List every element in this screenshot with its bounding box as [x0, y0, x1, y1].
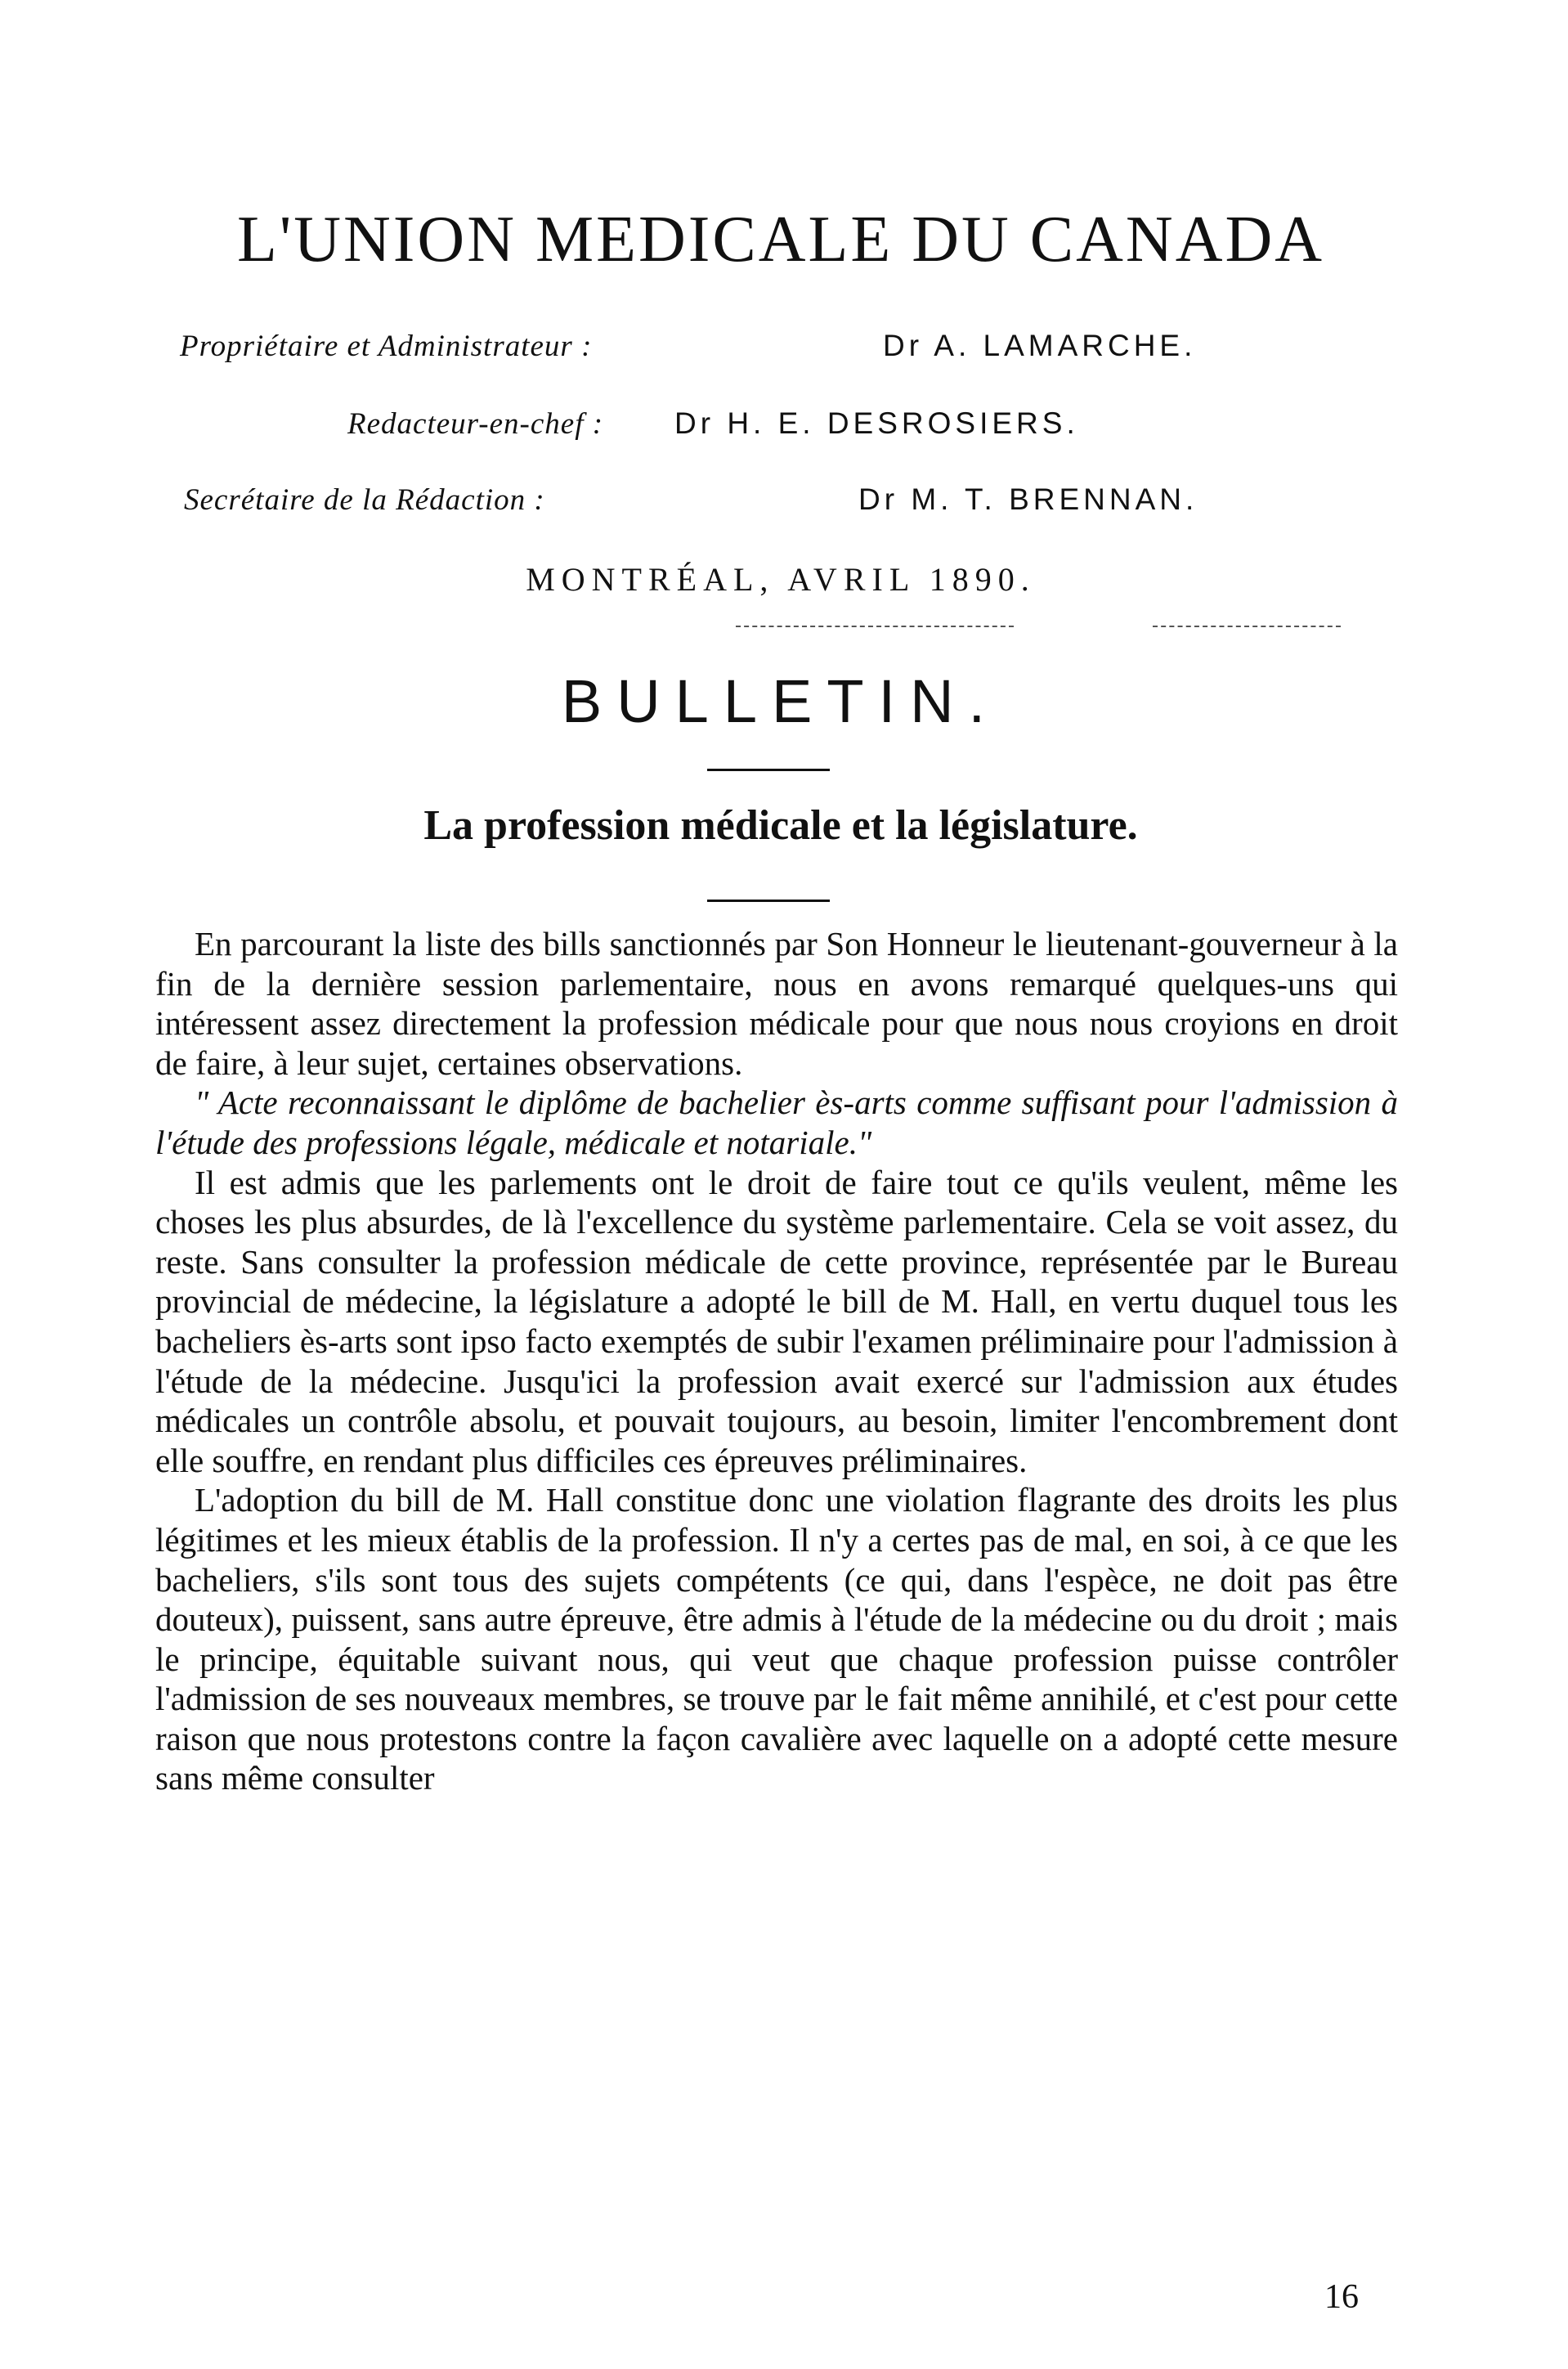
paragraph: L'adoption du bill de M. Hall constitue donc une violation flagrante des droits les plus légitimes et les mieux établis de la profession. Il n'y a certes pas de mal, en soi, à ce que les bacheliers, s'ils sont tous des sujets compétents (ce qui, dans l'espèce, ne doit pas être douteux), puissent, sans autre épreuve, être admis à l'étude de la médecine ou du droit ; mais le principe, équitable suivant nous, qui veut que chaque profession puisse contrôler l'admission de ses nouveaux membres, se trouve par le fait même annihilé, et c'est pour cette raison que nous protestons contre la façon cavalière avec laquelle on a adopté cette mesure sans même consulter	[155, 1481, 1398, 1797]
divider-dotted	[1153, 626, 1341, 627]
divider-dotted	[736, 626, 1014, 627]
masthead-name: Dr M. T. BRENNAN.	[858, 482, 1198, 516]
article-body	[155, 924, 1398, 1798]
section-heading: BULLETIN.	[561, 667, 1001, 735]
article-title: La profession médicale et la législature.	[423, 802, 1138, 849]
masthead-row-proprietor	[147, 329, 1414, 370]
page-number: 16	[1324, 2278, 1359, 2316]
journal-title: L'UNION MEDICALE DU CANADA	[236, 204, 1325, 276]
masthead-name: Dr A. LAMARCHE.	[883, 329, 1197, 362]
document-page	[147, 0, 1414, 2369]
masthead-role: Redacteur-en-chef :	[347, 407, 604, 441]
paragraph: En parcourant la liste des bills sanctionnés par Son Honneur le lieutenant-gouverneur à la fin de la dernière session parlementaire, nous en avons remarqué quelques-uns qui intéressent assez directement la profession médicale pour que nous nous croyions en droit de faire, à leur sujet, certaines observations.	[155, 925, 1398, 1082]
masthead-role: Propriétaire et Administrateur :	[180, 330, 593, 363]
quoted-act-title: " Acte reconnaissant le diplôme de bachelier ès-arts comme suffisant pour l'admission à l'étude des professions légale, médicale et notariale."	[155, 1084, 1398, 1161]
paragraph: Il est admis que les parlements ont le droit de faire tout ce qu'ils veulent, même les choses les plus absurdes, de là l'excellence du système parlementaire. Cela se voit assez, du reste. Sans consulter la profession médicale de cette province, représentée par le Bureau provincial de médecine, la législature a adopté le bill de M. Hall, en vertu duquel tous les bacheliers ès-arts sont ipso facto exemptés de subir l'examen préliminaire pour l'admission à l'étude de la médecine. Jusqu'ici la profession avait exercé sur l'admission aux études médicales un contrôle absolu, et pouvait toujours, au besoin, limiter l'encombrement dont elle souffre, en rendant plus difficiles ces épreuves préliminaires.	[155, 1163, 1398, 1479]
masthead-role: Secrétaire de la Rédaction :	[184, 483, 545, 517]
masthead-row-secretary	[147, 482, 1414, 523]
short-divider	[707, 769, 830, 771]
masthead-name: Dr H. E. DESROSIERS.	[674, 406, 1079, 440]
masthead-row-editor	[147, 406, 1414, 447]
short-divider	[707, 900, 830, 902]
place-date: MONTRÉAL, AVRIL 1890.	[526, 561, 1036, 598]
